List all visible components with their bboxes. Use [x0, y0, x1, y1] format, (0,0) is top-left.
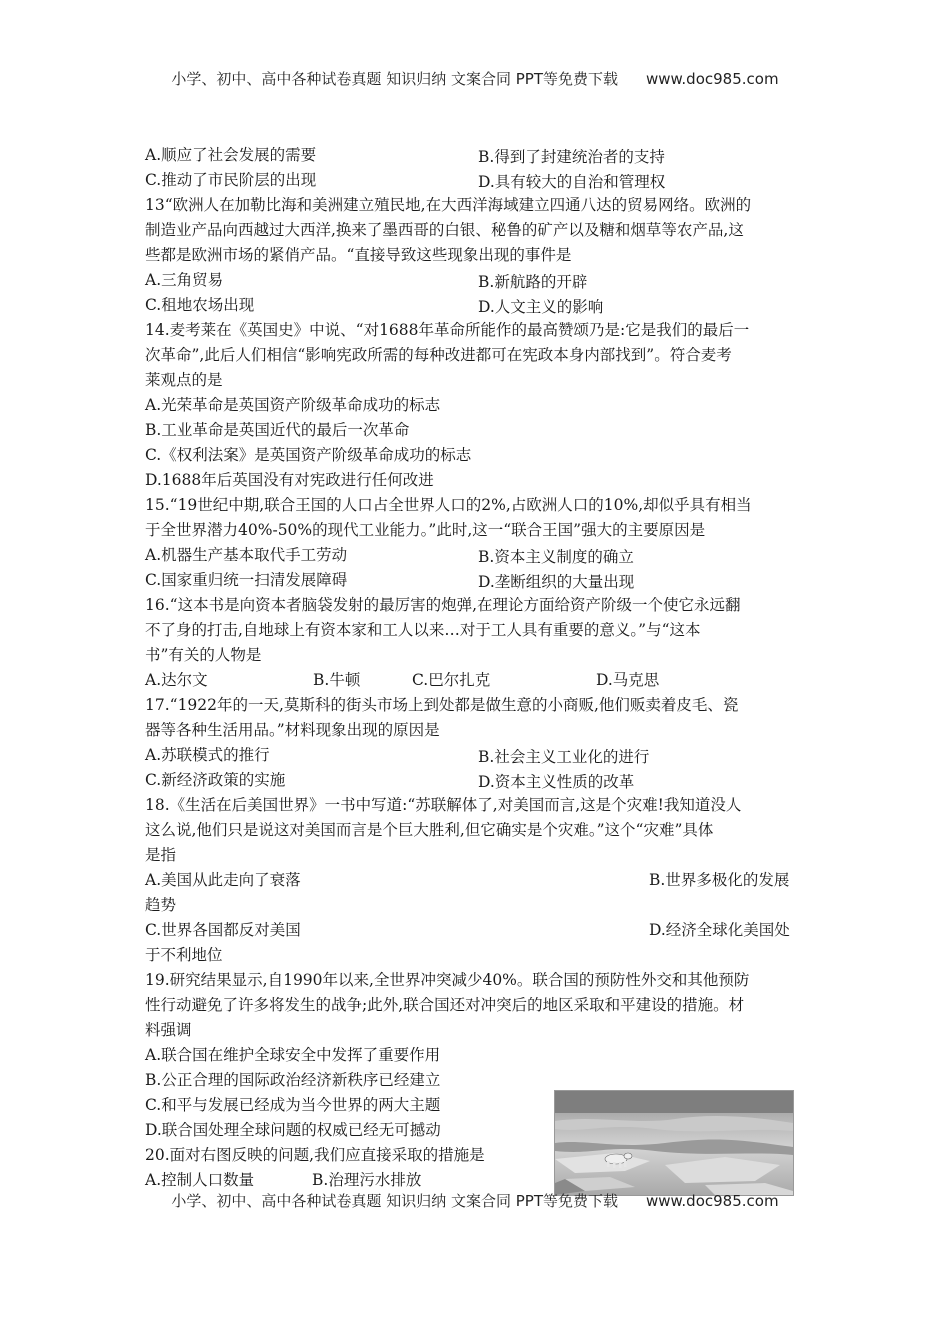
- q18-option-d: D.经济全球化美国处: [649, 921, 790, 939]
- q19-stem-2: 性行动避免了许多将发生的战争;此外,联合国还对冲突后的地区采取和平建设的措施。材: [145, 996, 745, 1014]
- q14-stem-1: 14.麦考莱在《英国史》中说、“对1688年革命所能作的最高赞颂乃是:它是我们的最后一: [145, 321, 750, 339]
- q19-option-d: D.联合国处理全球问题的权威已经无可撼动: [145, 1121, 441, 1139]
- q20-option-b: B.治理污水排放: [312, 1171, 422, 1189]
- q16-stem-2: 不了身的打击,自地球上有资本家和工人以来…对于工人具有重要的意义。”与“这本: [145, 621, 701, 639]
- q18-option-c: C.世界各国都反对美国: [145, 921, 301, 939]
- footer-site: www.doc985.com: [645, 1192, 779, 1210]
- q15-option-b: B.资本主义制度的确立: [478, 548, 634, 566]
- q15-stem-2: 于全世界潜力40%-50%的现代工业能力。”此时,这一“联合王国”强大的主要原因是: [145, 521, 706, 539]
- q18-option-b: B.世界多极化的发展: [649, 871, 790, 889]
- q18-option-d-cont: 于不利地位: [145, 946, 223, 964]
- q18-stem-3: 是指: [145, 846, 177, 864]
- melting-ice-illustration: [555, 1091, 793, 1195]
- q16-option-d: D.马克思: [596, 671, 660, 689]
- q12-option-b: B.得到了封建统治者的支持: [478, 148, 665, 166]
- q12-option-a: A.顺应了社会发展的需要: [145, 146, 317, 164]
- q18-option-a: A.美国从此走向了衰落: [145, 871, 301, 889]
- q12-option-d: D.具有较大的自治和管理权: [478, 173, 666, 191]
- q16-option-a: A.达尔文: [145, 671, 208, 689]
- q20-option-a: A.控制人口数量: [145, 1171, 255, 1189]
- q17-option-d: D.资本主义性质的改革: [478, 773, 635, 791]
- q15-stem-1: 15.“19世纪中期,联合王国的人口占全世界人口的2%,占欧洲人口的10%,却似乎具有相当: [145, 496, 752, 514]
- q19-option-a: A.联合国在维护全球安全中发挥了重要作用: [145, 1046, 441, 1064]
- q12-option-c: C.推动了市民阶层的出现: [145, 171, 317, 189]
- q13-stem-3: 些都是欧洲市场的紧俏产品。“直接导致这些现象出现的事件是: [145, 246, 572, 264]
- q17-stem-2: 器等各种生活用品。”材料现象出现的原因是: [145, 721, 440, 739]
- q13-option-d: D.人文主义的影响: [478, 298, 604, 316]
- page-footer: [0, 1190, 950, 1211]
- q14-option-d: D.1688年后英国没有对宪政进行任何改进: [145, 471, 434, 489]
- q13-option-c: C.租地农场出现: [145, 296, 255, 314]
- q17-option-b: B.社会主义工业化的进行: [478, 748, 650, 766]
- polar-bear-ice-photo: [554, 1090, 794, 1196]
- q14-option-a: A.光荣革命是英国资产阶级革命成功的标志: [145, 396, 441, 414]
- q14-option-b: B.工业革命是英国近代的最后一次革命: [145, 421, 410, 439]
- q14-stem-2: 次革命”,此后人们相信“影响宪政所需的每种改进都可在宪政本身内部找到”。符合麦考: [145, 346, 732, 364]
- q17-option-a: A.苏联模式的推行: [145, 746, 270, 764]
- page-header: [0, 68, 950, 89]
- q13-stem-1: 13“欧洲人在加勒比海和美洲建立殖民地,在大西洋海域建立四通八达的贸易网络。欧洲的: [145, 196, 752, 214]
- q18-stem-2: 这么说,他们只是说这对美国而言是个巨大胜利,但它确实是个灾难。”这个“灾难”具体: [145, 821, 714, 839]
- q19-stem-3: 料强调: [145, 1021, 192, 1039]
- q13-stem-2: 制造业产品向西越过大西洋,换来了墨西哥的白银、秘鲁的矿产以及糖和烟草等农产品,这: [145, 221, 744, 239]
- q15-option-a: A.机器生产基本取代手工劳动: [145, 546, 348, 564]
- q19-option-c: C.和平与发展已经成为当今世界的两大主题: [145, 1096, 441, 1114]
- footer-text: 小学、初中、高中各种试卷真题 知识归纳 文案合同 PPT等免费下载: [171, 1192, 618, 1210]
- header-site: www.doc985.com: [645, 70, 779, 88]
- q17-option-c: C.新经济政策的实施: [145, 771, 286, 789]
- q18-stem-1: 18.《生活在后美国世界》一书中写道:“苏联解体了,对美国而言,这是个灾难!我知道没人: [145, 796, 742, 814]
- q16-option-b: B.牛顿: [313, 671, 361, 689]
- q14-option-c: C.《权利法案》是英国资产阶级革命成功的标志: [145, 446, 472, 464]
- q17-stem-1: 17.“1922年的一天,莫斯科的街头市场上到处都是做生意的小商贩,他们贩卖着皮毛、瓷: [145, 696, 739, 714]
- q16-stem-3: 书”有关的人物是: [145, 646, 262, 664]
- q15-option-c: C.国家重归统一扫清发展障碍: [145, 571, 348, 589]
- q15-option-d: D.垄断组织的大量出现: [478, 573, 635, 591]
- q16-stem-1: 16.“这本书是向资本者脑袋发射的最厉害的炮弹,在理论方面给资产阶级一个使它永远翻: [145, 596, 741, 614]
- q13-option-b: B.新航路的开辟: [478, 273, 588, 291]
- q18-option-b-cont: 趋势: [145, 896, 177, 914]
- q19-option-b: B.公正合理的国际政治经济新秩序已经建立: [145, 1071, 441, 1089]
- q16-option-c: C.巴尔扎克: [412, 671, 491, 689]
- q14-stem-3: 莱观点的是: [145, 371, 223, 389]
- q13-option-a: A.三角贸易: [145, 271, 224, 289]
- header-text: 小学、初中、高中各种试卷真题 知识归纳 文案合同 PPT等免费下载: [171, 70, 618, 88]
- q20-stem-1: 20.面对右图反映的问题,我们应直接采取的措施是: [145, 1146, 485, 1164]
- q19-stem-1: 19.研究结果显示,自1990年以来,全世界冲突减少40%。联合国的预防性外交和其他预防: [145, 971, 750, 989]
